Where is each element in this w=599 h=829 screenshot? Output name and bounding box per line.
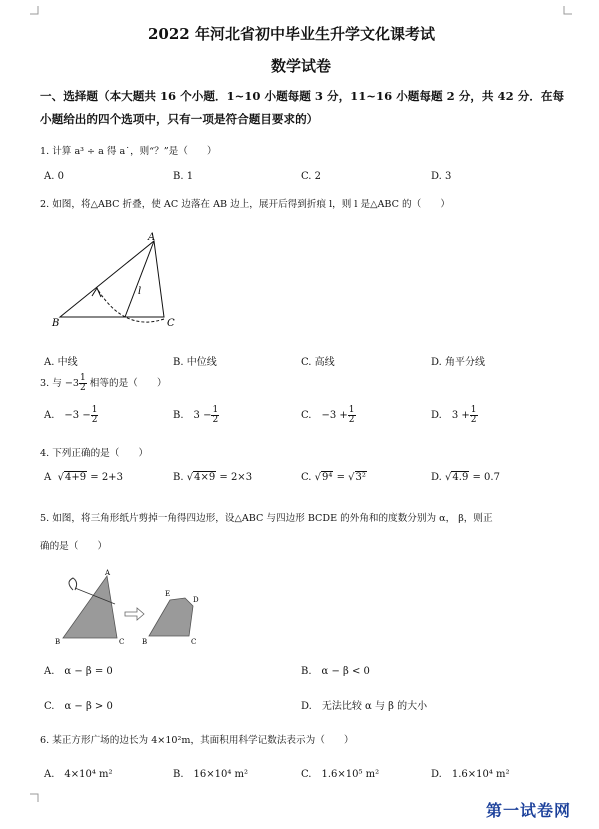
q4-option-a: A √4+9 = 2+3 xyxy=(44,472,123,483)
q5-stem-line2: 确的是（ ） xyxy=(40,541,108,552)
arrow-right-icon xyxy=(125,608,144,620)
q2-stem: 2. 如图，将△ABC 折叠，使 AC 边落在 AB 边上，展开后得到折痕 l，则 l 是△ABC 的（ ） xyxy=(40,199,451,210)
section-heading-line2: 小题给出的四个选项中，只有一项是符合题目要求的） xyxy=(40,112,319,126)
q4-stem: 4. 下列正确的是（ ） xyxy=(40,448,149,459)
corner-mark-top-right xyxy=(560,6,572,18)
q1-option-b: B. 1 xyxy=(173,171,194,182)
q2-fig-label-a: A xyxy=(148,232,156,243)
q2-option-a: A. 中线 xyxy=(44,357,78,368)
q5-option-b: B. α − β < 0 xyxy=(301,666,370,677)
q3-option-a: A. −3 − $\frac{1}{2}$ xyxy=(44,405,98,425)
q4-option-c: C. √9⁴ = √3² xyxy=(301,472,366,483)
q2-fig-label-b: B xyxy=(52,318,60,329)
q5-option-d: D. 无法比较 α 与 β 的大小 xyxy=(301,701,428,712)
q5-fig-label-b2: B xyxy=(142,638,148,646)
q6-stem: 6. 某正方形广场的边长为 4×10²m，其面积用科学记数法表示为（ ） xyxy=(40,735,354,746)
q5-stem-line1: 5. 如图，将三角形纸片剪掉一角得四边形，设△ABC 与四边形 BCDE 的外角和的度数分别为 α， β，则正 xyxy=(40,513,493,524)
q2-triangle-figure xyxy=(40,228,190,332)
q2-option-d: D. 角平分线 xyxy=(431,357,486,368)
q6-option-c: C. 1.6×10⁵ m² xyxy=(301,769,380,780)
q2-fig-label-l: l xyxy=(138,286,142,297)
q4-option-d: D. √4.9 = 0.7 xyxy=(431,472,500,483)
q1-stem: 1. 计算 a³ ÷ a 得 a˙，则“？”是（ ） xyxy=(40,146,217,157)
q5-fig-label-c1: C xyxy=(119,638,125,646)
q5-fig-label-b1: B xyxy=(55,638,61,646)
site-watermark: 第一试卷网 xyxy=(486,801,572,820)
q6-option-a: A. 4×10⁴ m² xyxy=(44,769,113,780)
q3-option-d: D. 3 + $\frac{1}{2}$ xyxy=(431,405,477,425)
q3-option-b: B. 3 − $\frac{1}{2}$ xyxy=(173,405,219,425)
q3-option-c: C. −3 + $\frac{1}{2}$ xyxy=(301,405,355,425)
q5-fig-label-a: A xyxy=(105,569,111,577)
q6-option-d: D. 1.6×10⁴ m² xyxy=(431,769,510,780)
q2-option-c: C. 高线 xyxy=(301,357,335,368)
q5-option-c: C. α − β > 0 xyxy=(44,701,113,712)
q4-option-b: B. √4×9 = 2×3 xyxy=(173,472,253,483)
q2-fig-label-c: C xyxy=(167,318,175,329)
q1-option-a: A. 0 xyxy=(44,171,64,182)
section-heading-line1: 一、选择题（本大题共 16 个小题．1~10 小题每题 3 分，11~16 小题每题 2 分，共 42 分．在每 xyxy=(40,89,565,103)
page-subtitle: 数学试卷 xyxy=(271,57,332,75)
q1-option-c: C. 2 xyxy=(301,171,322,182)
q6-option-b: B. 16×10⁴ m² xyxy=(173,769,249,780)
q5-option-a: A. α − β = 0 xyxy=(44,666,113,677)
page-title: 2022 年河北省初中毕业生升学文化课考试 xyxy=(148,25,435,43)
q5-cut-triangle-figure xyxy=(45,568,220,646)
corner-mark-top-left xyxy=(30,6,42,18)
q5-fig-label-d: D xyxy=(193,596,199,604)
q2-option-b: B. 中位线 xyxy=(173,357,217,368)
q5-fig-label-c2: C xyxy=(191,638,197,646)
q3-stem: 3. 与 −3 $\frac{1}{2}$ 相等的是（ ） xyxy=(40,373,167,393)
q5-fig-label-e: E xyxy=(165,590,171,598)
corner-mark-bottom-left xyxy=(30,790,42,802)
q1-option-d: D. 3 xyxy=(431,171,452,182)
